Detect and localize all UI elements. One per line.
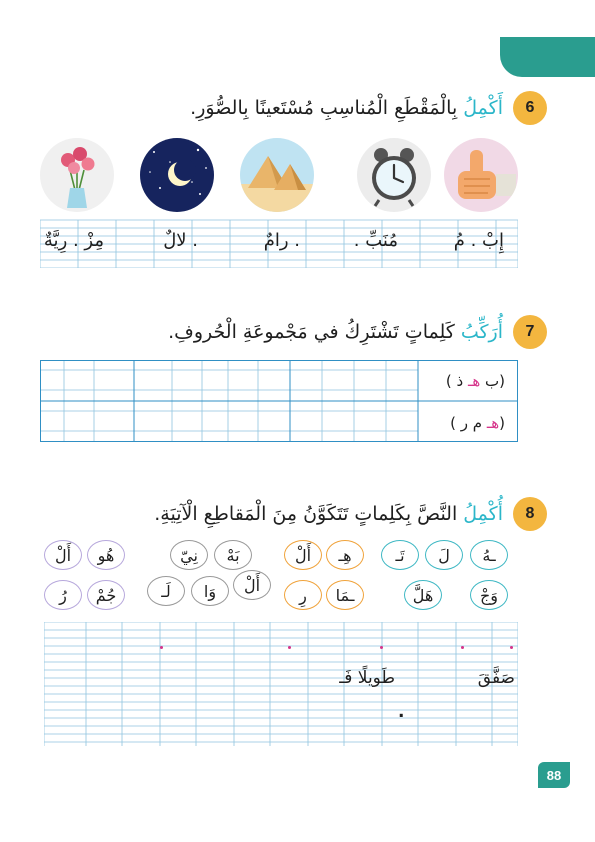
syllable-chip: نِيّ bbox=[170, 540, 208, 570]
syllable-chip: لَـ bbox=[147, 576, 185, 606]
syllable-chip: رِ bbox=[284, 580, 322, 610]
syllable-chip: هَلَّ bbox=[404, 580, 442, 610]
word-3: . رامٌ bbox=[263, 230, 300, 251]
syllable-chip: لَ bbox=[425, 540, 463, 570]
section-7-number: 7 bbox=[513, 315, 547, 349]
section-6-header bbox=[190, 90, 547, 126]
syllable-chip: بَهْ bbox=[214, 540, 252, 570]
text-word-1: صَفَّقَ bbox=[477, 668, 515, 688]
word-4: . لالٌ bbox=[163, 230, 198, 251]
section-8-number: 8 bbox=[513, 497, 547, 531]
section-7-header bbox=[168, 314, 547, 350]
section-7-instruction: أُرَكِّبُ كَلِماتٍ تَشْتَرِكُ في مَجْموعَةِ الْحُروفِ. bbox=[168, 321, 503, 343]
margin-dot bbox=[461, 646, 464, 649]
page-number: 88 bbox=[538, 762, 570, 788]
syllable-chip: ـهُ bbox=[470, 540, 508, 570]
alarm-clock-icon bbox=[357, 138, 431, 212]
letters-row-1: (ب هـ ذ ) bbox=[445, 372, 505, 390]
section-8-grid bbox=[44, 622, 518, 750]
margin-dot bbox=[510, 646, 513, 649]
text-word-2: طَويلًا فَـ bbox=[339, 668, 395, 688]
word-2: مُنَبِّ . bbox=[353, 230, 398, 251]
syllable-chip: وَجْ bbox=[470, 580, 508, 610]
margin-dot bbox=[288, 646, 291, 649]
syllable-chip: أَلْ bbox=[44, 540, 82, 570]
syllable-chip: هُو bbox=[87, 540, 125, 570]
syllable-chip: أَلْ bbox=[284, 540, 322, 570]
word-1: إِبْ . مُ bbox=[453, 230, 504, 251]
flower-vase-icon bbox=[40, 138, 114, 212]
syllable-chip: جُمْ bbox=[87, 580, 125, 610]
text-period: . bbox=[398, 702, 405, 722]
section-6-number: 6 bbox=[513, 91, 547, 125]
syllable-chip: هِـ bbox=[326, 540, 364, 570]
word-5: مِزْ . رِيَّةٌ bbox=[43, 230, 104, 251]
margin-dot bbox=[380, 646, 383, 649]
syllable-chip: رُ bbox=[44, 580, 82, 610]
crescent-moon-icon bbox=[140, 138, 214, 212]
thumbs-up-icon bbox=[444, 138, 518, 212]
syllable-chip: وَا bbox=[191, 576, 229, 606]
section-8-instruction: أُكْمِلُ النَّصَّ بِكَلِماتٍ تَتَكَوَّنُ مِنَ الْمَقاطِعِ الْآتِيَةِ. bbox=[154, 503, 503, 525]
syllable-chip: أَلْ bbox=[233, 570, 271, 600]
pictures-row bbox=[40, 138, 518, 210]
syllable-chip: ـمَا bbox=[326, 580, 364, 610]
letters-row-2: (هـ م ر ) bbox=[450, 414, 505, 432]
section-6-words bbox=[40, 224, 518, 264]
section-6-instruction: أَكْمِلُ بِالْمَقْطَعِ الْمُناسِبِ مُسْتَعينًا بِالصُّوَرِ. bbox=[190, 97, 503, 119]
syllable-chip: تَـ bbox=[381, 540, 419, 570]
header-tab bbox=[500, 37, 595, 77]
section-8-header bbox=[154, 496, 547, 532]
margin-dot bbox=[160, 646, 163, 649]
pyramids-icon bbox=[240, 138, 314, 212]
